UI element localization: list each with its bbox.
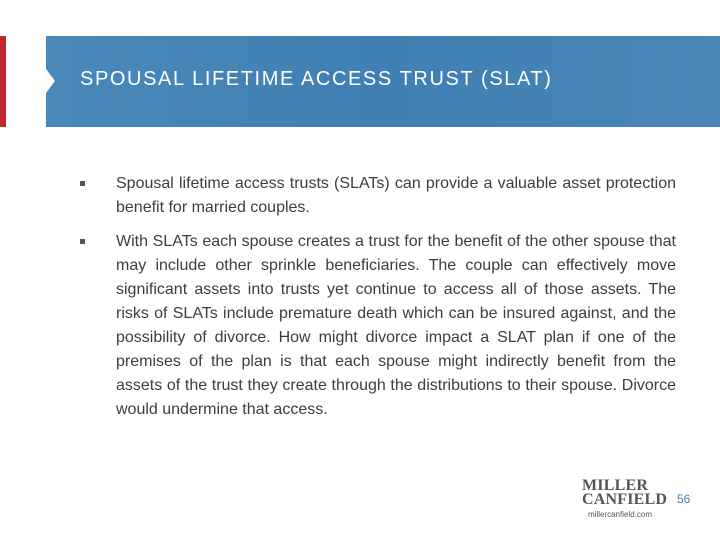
title-notch	[46, 69, 55, 93]
logo-url: millercanfield.com	[588, 510, 653, 519]
page-number: 56	[677, 492, 691, 506]
square-bullet-icon	[80, 181, 85, 186]
accent-bar	[0, 36, 6, 127]
square-bullet-icon	[80, 239, 85, 244]
bullet-item	[80, 230, 676, 422]
logo-line-miller: MILLER	[582, 477, 649, 494]
miller-canfield-logo	[582, 477, 668, 523]
slide-title: SPOUSAL LIFETIME ACCESS TRUST (SLAT)	[80, 68, 553, 90]
logo-line-canfield: CANFIELD	[582, 491, 668, 508]
bullet-item	[80, 172, 676, 220]
bullet-list	[80, 172, 676, 432]
bullet-text: With SLATs each spouse creates a trust for the benefit of the other spouse that may include other sprinkle beneficiaries. The couple can effectively move significant assets into trusts yet continue to access all of those assets. The risks of SLATs include premature death which can be insured against, and the possibility of divorce. How might divorce impact a SLAT plan if one of the premises of the plan is that each spouse might indirectly benefit from the assets of the trust they create through the distributions to their spouse. Divorce would undermine that access.	[116, 233, 676, 418]
bullet-text: Spousal lifetime access trusts (SLATs) can provide a valuable asset protection benefit for married couples.	[116, 175, 676, 216]
